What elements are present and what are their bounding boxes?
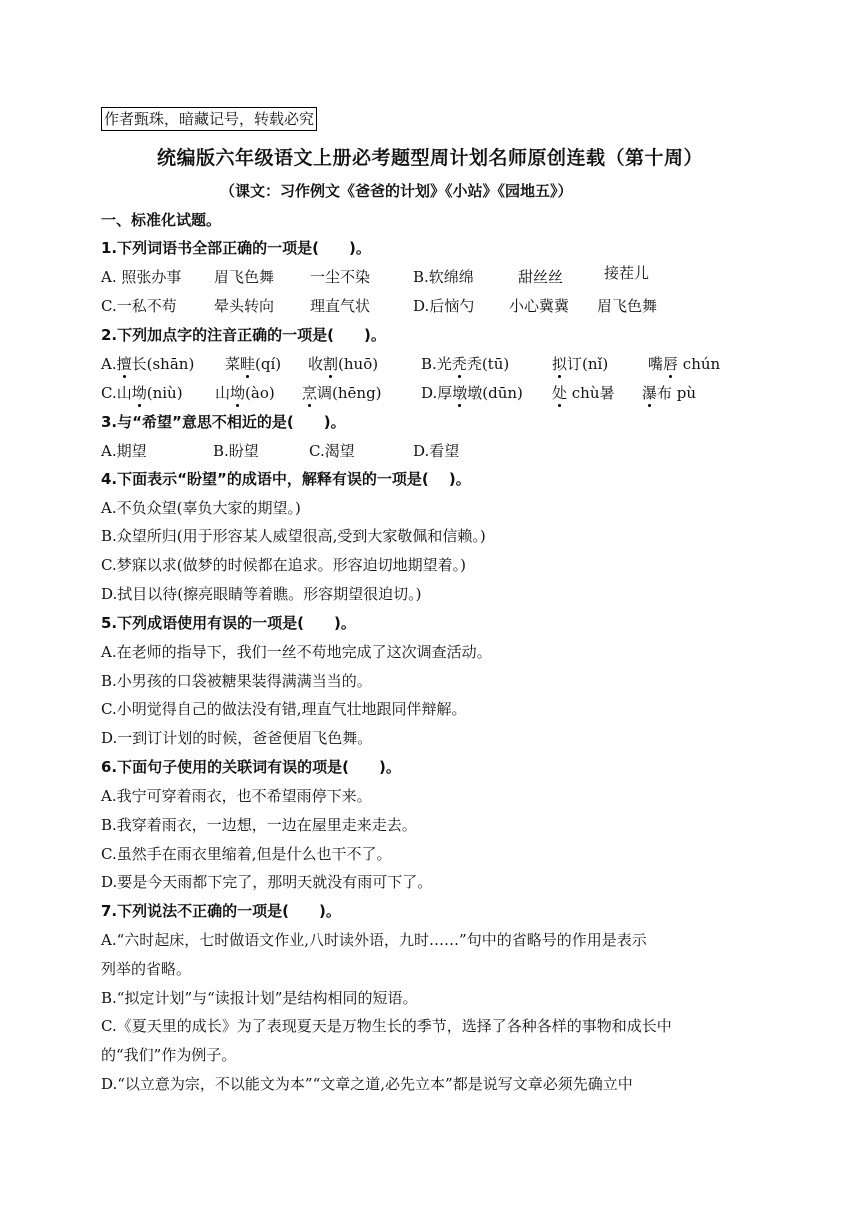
q5-b: B.小男孩的口袋被糖果装得满满当当的。 xyxy=(101,672,372,690)
q2-d: D.厚墩墩(dūn) xyxy=(421,384,523,402)
q2-b: B.光秃秃(tū) xyxy=(421,355,510,373)
q5-d: D.一到订计划的时候，爸爸便眉飞色舞。 xyxy=(101,729,373,747)
q2-b-2: 拟订(nǐ) xyxy=(552,355,609,373)
q7-c-line2: 的“我们”作为例子。 xyxy=(101,1046,237,1064)
q1-b-1: B.软绵绵 xyxy=(413,268,474,286)
question-2-stem: 2.下列加点字的注音正确的一项是( )。 xyxy=(101,326,386,344)
q6-b: B.我穿着雨衣，一边想，一边在屋里走来走去。 xyxy=(101,816,417,834)
q7-c-line1: C.《夏天里的成长》为了表现夏天是万物生长的季节，选择了各种各样的事物和成长中 xyxy=(101,1017,672,1035)
q2-a-3: 收割(huō) xyxy=(308,355,379,373)
question-3-stem: 3.与“希望”意思不相近的是( )。 xyxy=(101,413,346,431)
q7-a-line1: A.“六时起床，七时做语文作业,八时读外语，九时……”句中的省略号的作用是表示 xyxy=(101,931,647,949)
q5-c: C.小明觉得自己的做法没有错,理直气壮地跟同伴辩解。 xyxy=(101,700,467,718)
copyright-stamp: 作者甄珠，暗藏记号，转载必究 xyxy=(101,107,317,131)
q4-d: D.拭目以待(擦亮眼睛等着瞧。形容期望很迫切。) xyxy=(101,585,422,603)
q7-d-line1: D.“以立意为宗，不以能文为本”“文章之道,必先立本”都是说写文章必须先确立中 xyxy=(101,1075,633,1093)
q1-d-1: D.后恼勺 xyxy=(413,297,475,315)
q2-c-3: 烹调(hēng) xyxy=(302,384,382,402)
q1-d-3: 眉飞色舞 xyxy=(597,297,658,315)
q7-b: B.“拟定计划”与“读报计划”是结构相同的短语。 xyxy=(101,989,418,1007)
q6-a: A.我宁可穿着雨衣，也不希望雨停下来。 xyxy=(101,787,372,805)
q3-c: C.渴望 xyxy=(309,442,355,460)
q1-a-3: 一尘不染 xyxy=(310,268,371,286)
q1-d-2: 小心冀冀 xyxy=(509,297,570,315)
page-subtitle: （课文：习作例文《爸爸的计划》《小站》《园地五》） xyxy=(220,182,573,200)
q3-b: B.盼望 xyxy=(213,442,259,460)
q4-c: C.梦寐以求(做梦的时候都在追求。形容迫切地期望着。) xyxy=(101,556,466,574)
q2-b-3: 嘴唇 chún xyxy=(648,355,721,373)
q5-a: A.在老师的指导下，我们一丝不苟地完成了这次调查活动。 xyxy=(101,643,492,661)
q1-c-2: 晕头转向 xyxy=(214,297,275,315)
q4-a: A.不负众望(辜负大家的期望。) xyxy=(101,499,301,517)
section-heading: 一、标准化试题。 xyxy=(101,211,222,229)
question-1-stem: 1.下列词语书全部正确的一项是( )。 xyxy=(101,239,371,257)
q6-d: D.要是今天雨都下完了，那明天就没有雨可下了。 xyxy=(101,873,433,891)
q2-c-2: 山坳(ào) xyxy=(215,384,275,402)
q7-a-line2: 列举的省略。 xyxy=(101,960,192,978)
q4-b: B.众望所归(用于形容某人威望很高,受到大家敬佩和信赖。) xyxy=(101,527,486,545)
question-7-stem: 7.下列说法不正确的一项是( )。 xyxy=(101,902,341,920)
page-title: 统编版六年级语文上册必考题型周计划名师原创连载（第十周） xyxy=(156,147,703,169)
q1-b-3: 接茬儿 xyxy=(604,264,650,282)
q2-d-2: 处 chù暑 xyxy=(552,384,615,402)
q3-a: A.期望 xyxy=(101,442,147,460)
q2-d-3: 瀑布 pù xyxy=(642,384,697,402)
question-5-stem: 5.下列成语使用有误的一项是( )。 xyxy=(101,614,356,632)
q1-a-2: 眉飞色舞 xyxy=(214,268,275,286)
q1-a-1: A. 照张办事 xyxy=(101,268,182,286)
q1-c-1: C.一私不苟 xyxy=(101,297,177,315)
q3-d: D.看望 xyxy=(413,442,460,460)
question-6-stem: 6.下面句子使用的关联词有误的项是( )。 xyxy=(101,758,401,776)
q2-a-2: 菜畦(qí) xyxy=(225,355,282,373)
q2-c: C.山坳(niù) xyxy=(101,384,183,402)
q2-a: A.擅长(shān) xyxy=(101,355,195,373)
q1-c-3: 理直气状 xyxy=(310,297,371,315)
question-4-stem: 4.下面表示“盼望”的成语中，解释有误的一项是( )。 xyxy=(101,470,471,488)
q6-c: C.虽然手在雨衣里缩着,但是什么也干不了。 xyxy=(101,845,392,863)
q1-b-2: 甜丝丝 xyxy=(518,268,564,286)
